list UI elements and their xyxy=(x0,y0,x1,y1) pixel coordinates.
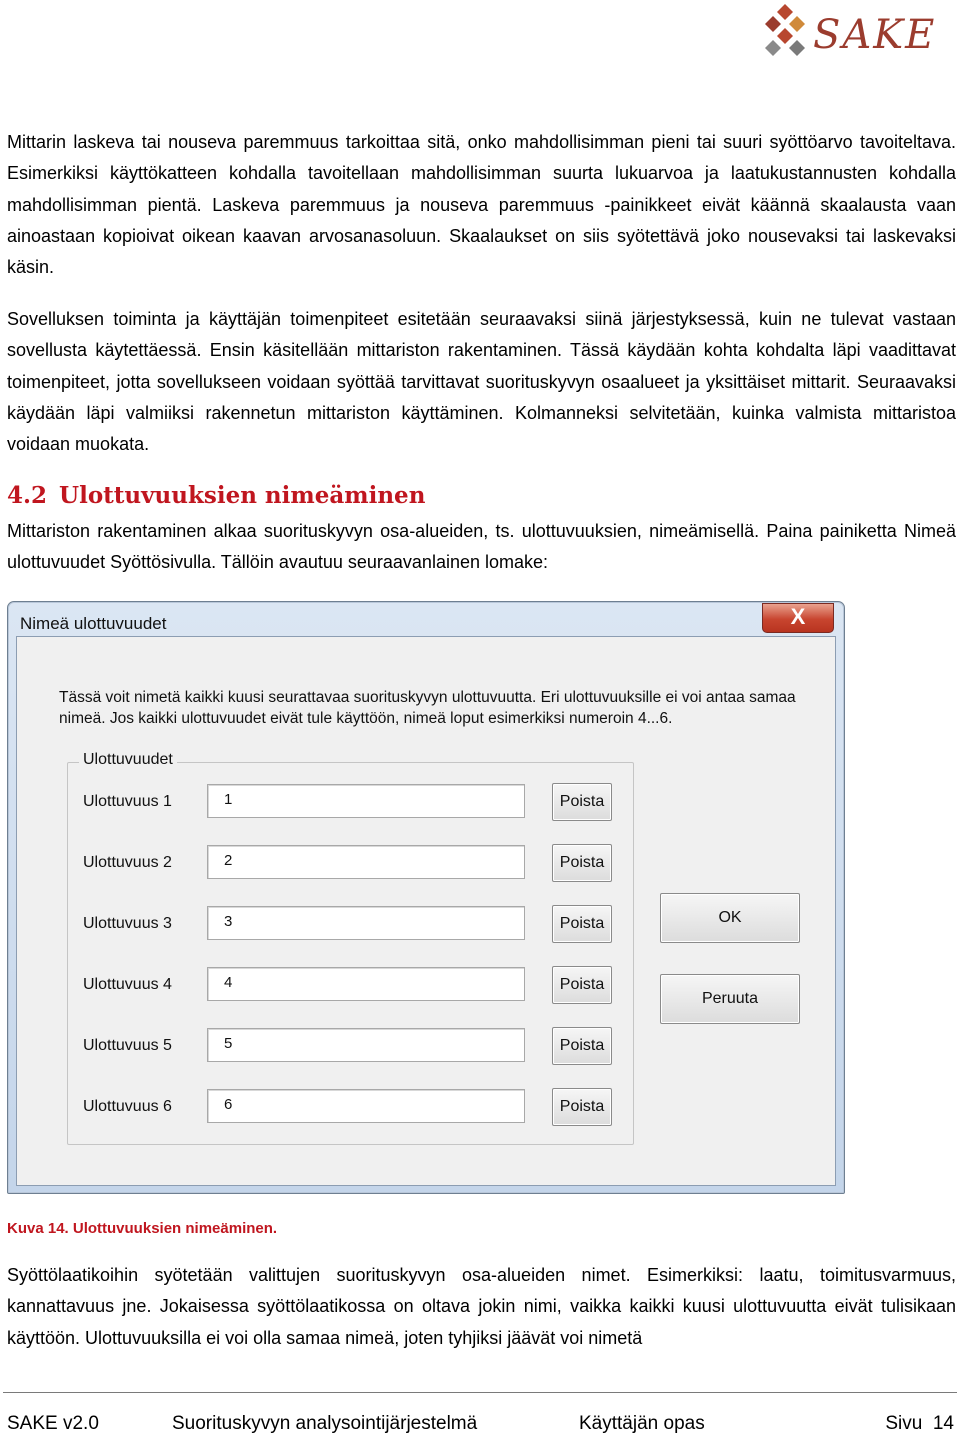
svg-text:SAKE: SAKE xyxy=(813,12,937,58)
dimension-label: Ulottuvuus 5 xyxy=(83,1037,172,1054)
section-heading xyxy=(7,482,425,509)
dimension-input[interactable]: 6 xyxy=(207,1089,525,1123)
dimension-input[interactable]: 5 xyxy=(207,1028,525,1062)
dimension-input[interactable]: 1 xyxy=(207,784,525,818)
footer-system: Suorituskyvyn analysointijärjestelmä xyxy=(172,1413,478,1434)
remove-button[interactable]: Poista xyxy=(552,1027,612,1065)
section-number: 4.2 xyxy=(7,482,48,509)
dimension-label: Ulottuvuus 3 xyxy=(83,915,172,932)
groupbox-label: Ulottuvuudet xyxy=(79,751,177,769)
dimension-input[interactable]: 2 xyxy=(207,845,525,879)
sake-logo xyxy=(763,4,948,62)
dimensions-groupbox xyxy=(67,762,634,1145)
footer-divider xyxy=(3,1392,957,1393)
dimension-label: Ulottuvuus 2 xyxy=(83,854,172,871)
dimension-input[interactable]: 4 xyxy=(207,967,525,1001)
footer-version: SAKE v2.0 xyxy=(7,1413,99,1434)
dialog-title: Nimeä ulottuvuudet xyxy=(20,614,167,633)
paragraph-inputs: Syöttölaatikoihin syötetään valittujen suorituskyvyn osa-alueiden nimet. Esimerkiksi: laatu, toimitusvarmuus, kannattavuus jne. Jokaisessa syöttölaatikossa on oltava jokin nimi, vaikka kaikki kuusi ulottuvuutta eivät tulisikaan käyttöön. Ulottuvuuksilla ei voi olla samaa nimeä, joten tyhjiksi jäävät voi nimetä xyxy=(7,1265,956,1348)
close-icon: X xyxy=(790,604,806,629)
paragraph-intro: Mittariston rakentaminen alkaa suorituskyvyn osa-alueiden, ts. ulottuvuuksien, nimeämisellä. Paina painiketta Nimeä ulottuvuudet Syöttösivulla. Tällöin avautuu seuraavanlainen lomake: xyxy=(7,521,956,573)
dialog-body xyxy=(16,636,836,1186)
remove-button[interactable]: Poista xyxy=(552,966,612,1004)
ok-button[interactable]: OK xyxy=(660,893,800,943)
remove-button[interactable]: Poista xyxy=(552,844,612,882)
dimension-label: Ulottuvuus 6 xyxy=(83,1098,172,1115)
dimension-label: Ulottuvuus 4 xyxy=(83,976,172,993)
dialog-name-dimensions xyxy=(7,601,845,1194)
footer-guide: Käyttäjän opas xyxy=(579,1413,705,1434)
remove-button[interactable]: Poista xyxy=(552,783,612,821)
paragraph-scaling: Mittarin laskeva tai nouseva paremmuus tarkoittaa sitä, onko mahdollisimman pieni tai suuri syöttöarvo tavoiteltava. Esimerkiksi käyttökatteen kohdalla tavoitellaan mahdollisimman suurta lukuarvoa ja laatukustannusten kohdalla mahdollisimman pientä. Laskeva paremmuus ja nouseva paremmuus -painikkeet eivät käännä skaalausta vaan ainoastaan kopioivat oikean kaavan arvosanasoluun. Skaalaukset on siis syötettävä joko nousevaksi tai laskevaksi käsin. xyxy=(7,132,956,278)
dimension-label: Ulottuvuus 1 xyxy=(83,793,172,810)
close-button[interactable] xyxy=(762,603,834,633)
dialog-instruction: Tässä voit nimetä kaikki kuusi seurattavaa suorituskyvyn ulottuvuutta. Eri ulottuvuuksille ei voi antaa samaa nimeä. Jos kaikki ulottuvuudet eivät tule käyttöön, nimeä loput esimerkiksi numeroin 4...6. xyxy=(59,689,796,727)
cancel-button[interactable]: Peruuta xyxy=(660,974,800,1024)
footer-page: Sivu 14 xyxy=(885,1413,954,1434)
remove-button[interactable]: Poista xyxy=(552,905,612,943)
section-title: Ulottuvuuksien nimeäminen xyxy=(59,482,426,509)
dimension-input[interactable]: 3 xyxy=(207,906,525,940)
paragraph-workflow: Sovelluksen toiminta ja käyttäjän toimenpiteet esitetään seuraavaksi siinä järjestyksessä, kuin ne tulevat vastaan sovellusta käytettäessä. Ensin käsitellään mittariston rakentaminen. Tässä käydään kohta kohdalta läpi vaadittavat toimenpiteet, jotta sovellukseen voidaan syöttää tarvittavat suorituskyvyn osaalueet ja yksittäiset mittarit. Seuraavaksi käydään läpi valmiiksi rakennetun mittariston käyttäminen. Kolmanneksi selvitetään, kuinka valmista mittaristoa voidaan muokata. xyxy=(7,309,956,455)
figure-caption: Kuva 14. Ulottuvuuksien nimeäminen. xyxy=(7,1220,278,1237)
remove-button[interactable]: Poista xyxy=(552,1088,612,1126)
